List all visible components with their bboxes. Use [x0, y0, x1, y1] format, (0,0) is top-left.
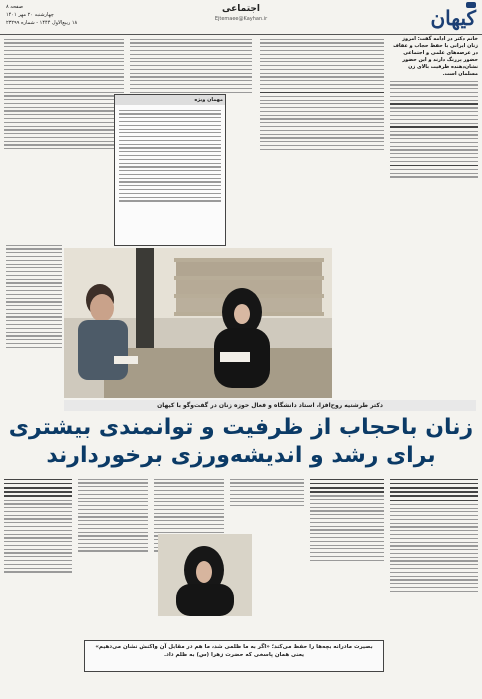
top-article-columns	[4, 36, 478, 242]
photo-caption: دکتر طرشتیه روح‌افزا، استاد دانشگاه و فعال حوزه زنان در گفت‌وگو با کیهان	[64, 400, 476, 411]
page-label: صفحه ۸	[6, 4, 23, 10]
issue-meta	[6, 3, 77, 27]
lead-paragraph: خانم دکتر در ادامه گفت: امروز زنان ایرانی با حفظ حجاب و عفاف در عرصه‌های علمی و اجتماعی حضور پررنگ دارند و این حضور نشان‌دهنده ظرفیت بالای زن مسلمان است.	[393, 36, 478, 77]
date-line: چهارشنبه ۲۰ مهر ۱۴۰۱	[6, 12, 54, 18]
issue-number: ۱۸ ربیع‌الاول ۱۴۴۴ - شماره ۲۳۲۹۹	[6, 20, 78, 26]
article-column	[390, 36, 478, 242]
interview-sidebox	[114, 94, 226, 246]
article-column	[4, 36, 124, 242]
side-column	[6, 242, 62, 400]
portrait-photo	[158, 534, 252, 616]
headline-line-1: زنان باحجاب از ظرفیت و توانمندی بیشتری	[8, 415, 474, 440]
headline-line-2: برای رشد و اندیشه‌ورزی برخوردارند	[46, 443, 436, 468]
article-column	[390, 476, 478, 696]
sidebox-header: مهمان ویژه	[115, 95, 225, 105]
main-headline	[0, 414, 482, 472]
section-title: اجتماعی	[222, 4, 260, 14]
masthead	[0, 0, 482, 35]
interview-photo	[64, 248, 332, 398]
section-handle: Ejtemaee@Kayhan.ir	[214, 16, 268, 22]
article-column	[260, 36, 384, 242]
pull-quote: بصیرت مادرانه بچه‌ها را حفظ می‌کند؛ «اگر به ما ظلمی شد، ما هم در مقابل آن واکنش نشان می‌دهیم» یعنی همان پاسخی که حضرت زهرا (س) به ظلم داد.	[84, 640, 384, 672]
newspaper-logo: کیهان	[430, 6, 476, 30]
article-column	[4, 476, 72, 696]
